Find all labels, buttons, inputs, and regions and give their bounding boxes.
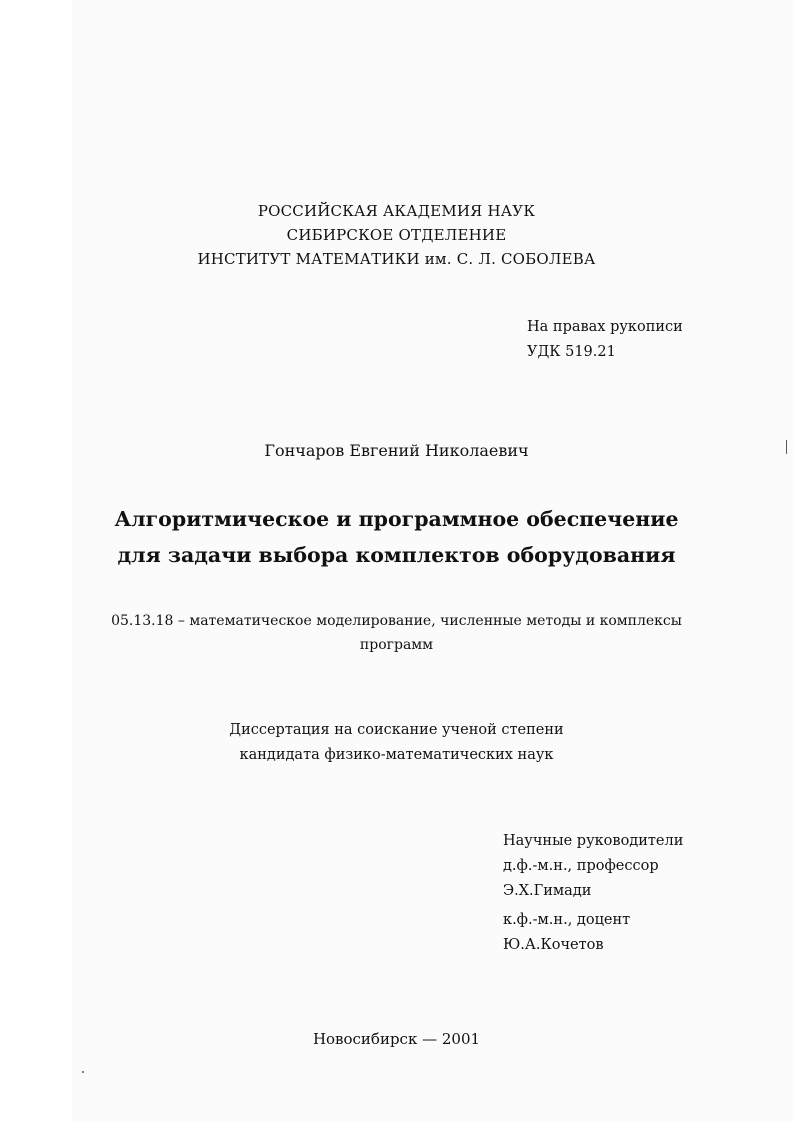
udc-code: УДК 519.21 bbox=[527, 344, 616, 360]
speciality-line-1: 05.13.18 – математическое моделирование, численные методы и комплексы bbox=[111, 613, 682, 629]
city-year: Новосибирск — 2001 bbox=[312, 1030, 481, 1048]
manuscript-rights: На правах рукописи bbox=[527, 319, 683, 335]
institution-line-branch: СИБИРСКОЕ ОТДЕЛЕНИЕ bbox=[286, 226, 507, 244]
scan-speck bbox=[82, 1071, 84, 1073]
thesis-title-line-1: Алгоритмическое и программное обеспечение bbox=[114, 507, 679, 531]
thesis-title-line-2: для задачи выбора комплектов оборудования bbox=[117, 543, 676, 567]
supervisor-1-name: Э.Х.Гимади bbox=[503, 883, 592, 899]
supervisor-2-title: к.ф.-м.н., доцент bbox=[503, 912, 631, 928]
speciality-line-2: программ bbox=[359, 637, 434, 653]
supervisors-heading: Научные руководители bbox=[503, 833, 684, 849]
degree-line-1: Диссертация на соискание ученой степени bbox=[229, 722, 564, 738]
degree-line-2: кандидата физико-математических наук bbox=[239, 747, 554, 763]
supervisor-2-name: Ю.А.Кочетов bbox=[503, 937, 604, 953]
institution-line-academy: РОССИЙСКАЯ АКАДЕМИЯ НАУК bbox=[257, 202, 536, 220]
institution-line-institute: ИНСТИТУТ МАТЕМАТИКИ им. С. Л. СОБОЛЕВА bbox=[197, 250, 596, 268]
author-name: Гончаров Евгений Николаевич bbox=[264, 441, 529, 460]
scan-speck bbox=[786, 440, 787, 454]
supervisor-1-title: д.ф.-м.н., профессор bbox=[503, 858, 659, 874]
